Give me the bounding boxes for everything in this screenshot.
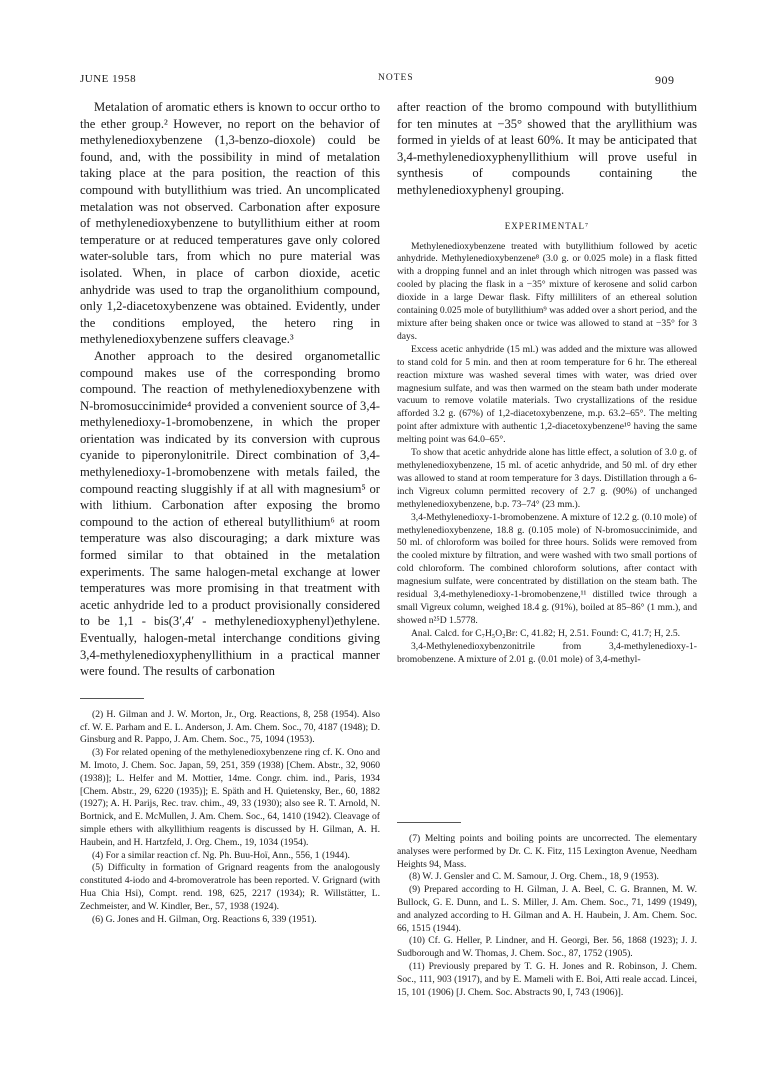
running-header-date: JUNE 1958 (80, 73, 137, 85)
footnote-rule (80, 698, 144, 699)
experimental-paragraph: Methylenedioxybenzene treated with butyllithium followed by acetic anhydride. Methylenedioxybenzene⁸ (3.0 g. or 0.025 mole) in a flask fitted with a dropping funnel and an inlet through which nitrogen was passed was cooled by placing the flask in a −35° mixture of kerosene and solid carbon dioxide in a large Dewar flask. Fifty milliliters of an ethereal solution containing 0.025 mole of butyllithium⁹ was added over a short period, and the mixture after being shaken once or twice was allowed to stand at −35° for 3 days. (397, 240, 697, 342)
footnote: (7) Melting points and boiling points are uncorrected. The elementary analyses were performed by Dr. C. K. Fitz, 115 Lexington Avenue, Needham Heights 94, Mass. (397, 833, 697, 870)
footnote: (11) Previously prepared by T. G. H. Jones and R. Robinson, J. Chem. Soc., 111, 903 (1917), and by E. Mameli with E. Boi, Atti reale accad. Lincei, 15, 101 (1906) [J. Chem. Soc. Abstracts 90, I, 743 (1906)]. (397, 960, 697, 998)
page-number: 909 (655, 73, 675, 87)
footnote: (10) Cf. G. Heller, P. Lindner, and H. Georgi, Ber. 56, 1868 (1923); J. J. Sudborough and W. Thomas, J. Chem. Soc., 87, 1752 (1905). (397, 935, 697, 960)
left-column (80, 99, 380, 926)
footnote-rule (397, 822, 461, 823)
experimental-paragraph: 3,4-Methylenedioxy-1-bromobenzene. A mixture of 12.2 g. (0.10 mole) of methylenedioxybenzene, 18.8 g. (0.105 mole) of N-bromosuccinimide, and 50 ml. of chloroform was boiled for three hours. Solids were removed from the cooled mixture by filtration, and were washed with two small portions of cold chloroform. The combined chloroform solutions, after contact with magnesium sulfate, were concentrated by distillation on the steam bath. The residual 3,4-methylenedioxy-1-bromobenzene,¹¹ distilled twice through a small Vigreux column, weighed 18.4 g. (91%), boiled at 85–86° (1 mm.), and showed n²⁵D 1.5778. (397, 511, 697, 626)
footnote: (9) Prepared according to H. Gilman, J. A. Beel, C. G. Brannen, M. W. Bullock, G. E. Dunn, and L. S. Miller, J. Am. Chem. Soc., 71, 1499 (1949), and analyzed according to H. Gilman and A. H. Haubein, J. Am. Chem. Soc. 66, 1515 (1944). (397, 884, 697, 934)
experimental-paragraph: Anal. Calcd. for C₇H₅O₂Br: C, 41.82; H, 2.51. Found: C, 41.7; H, 2.5. (411, 627, 681, 639)
right-column (397, 99, 697, 666)
experimental-paragraph: Excess acetic anhydride (15 ml.) was added and the mixture was allowed to stand cold for 5 min. and then at room temperature for 6 hr. The ethereal reaction mixture was washed several times with water, was dried over magnesium sulfate, and was then warmed on the steam bath under moderate vacuum to remove volatile materials. Two crystallizations of the residue afforded 3.2 g. (67%) of 1,2-diacetoxybenzene, m.p. 63.2–65°. The melting point after admixture with authentic 1,2-diacetoxybenzene¹⁰ having the same melting point was 64.0–65°. (397, 343, 697, 446)
body-paragraph: after reaction of the bromo compound with butyllithium for ten minutes at −35° showed that the aryllithium was formed in yields of at least 60%. It may be anticipated that 3,4-methylenedioxyphenyllithium will prove useful in synthesis of compounds containing the methylenedioxyphenyl grouping. (397, 100, 697, 197)
running-header-section: NOTES (378, 73, 414, 83)
footnote: (3) For related opening of the methylenedioxybenzene ring cf. K. Ono and M. Imoto, J. Chem. Soc. Japan, 59, 251, 359 (1938) [Chem. Abstr., 32, 9060 (1938)]; L. Helfer and M. Mottier, 14me. Congr. chim. ind., Paris, 1934 [Chem. Abstr., 29, 6220 (1935)]; E. Späth and H. Quietensky, Ber., 60, 1882 (1927); A. H. Parijs, Rec. trav. chim., 49, 33 (1930); also see R. T. Arnold, N. Bortnick, and E. McMullen, J. Am. Chem. Soc., 64, 1410 (1942). Cleavage of simple ethers with alkyllithium reagents is discussed by H. Gilman, A. H. Haubein, and H. Hartzfeld, J. Org. Chem., 19, 1034 (1954). (80, 747, 380, 848)
section-heading-experimental: EXPERIMENTAL⁷ (504, 220, 590, 231)
footnote: (2) H. Gilman and J. W. Morton, Jr., Org. Reactions, 8, 258 (1954). Also cf. W. E. Parham and E. L. Anderson, J. Am. Chem. Soc., 70, 4187 (1948); D. Ginsburg and R. Pappo, J. Am. Chem. Soc., 75, 1094 (1953). (80, 708, 380, 746)
experimental-paragraph: To show that acetic anhydride alone has little effect, a solution of 3.0 g. of methylenedioxybenzene, 15 ml. of acetic anhydride, and 50 ml. of dry ether was allowed to stand at room temperature for 3 days. Distillation through a 6-inch Vigreux column permitted recovery of 2.7 g. (90%) of unchanged methylenedioxybenzene, b.p. 73–74° (23 mm.). (397, 447, 697, 510)
body-paragraph: Another approach to the desired organometallic compound makes use of the corresponding bromo compound. The reaction of methylenedioxybenzene with N-bromosuccinimide⁴ provided a convenient source of 3,4-methylenedioxy-1-bromobenzene, in which the proper orientation was indicated by its conversion with cuprous cyanide to piperonylonitrile. Direct combination of 3,4-methylenedioxy-1-bromobenzene with metals failed, the compound reacting sluggishly if at all with magnesium⁵ or with lithium. Carbonation after exposing the bromo compound to the action of ethereal butyllithium⁶ at room temperature was also discouraging; a dark mixture was formed similar to that obtained in the metalation experiments. The same halogen-metal exchange at lower temperatures was more promising in that treatment with acetic anhydride led to a product provisionally considered to be 1,1 - bis(3′,4′ - methylenedioxyphenyl)ethylene. Eventually, halogen-metal interchange conditions giving 3,4-methylenedioxyphenyllithium in a practical manner were found. The results of carbonation (80, 348, 380, 679)
footnotes-right (397, 822, 697, 999)
footnote: (8) W. J. Gensler and C. M. Samour, J. Org. Chem., 18, 9 (1953). (409, 871, 659, 883)
footnotes-left (80, 709, 380, 927)
experimental-paragraph: 3,4-Methylenedioxybenzonitrile from 3,4-methylenedioxy-1-bromobenzene. A mixture of 2.01 g. (0.01 mole) of 3,4-methyl- (397, 640, 697, 665)
body-paragraph: Metalation of aromatic ethers is known to occur ortho to the ether group.² However, no report on the behavior of methylenedioxybenzene (1,3-benzo-dioxole) could be found, and, with the possibility in mind of metalation taking place at the para position, the reaction of this compound with butyllithium was tried. An uncomplicated metalation was not observed. Carbonation after exposure of methylenedioxybenzene to butyllithium either at room temperature or at reduced temperatures gave only colored water-soluble tars, from which no pure material was isolated. When, in place of carbon dioxide, acetic anhydride was used to trap the organolithium compound, only 1,2-diacetoxybenzene was obtained. Evidently, under the conditions employed, the hetero ring in methylenedioxybenzene suffers cleavage.³ (80, 100, 380, 347)
footnote: (4) For a similar reaction cf. Ng. Ph. Buu-Hoï, Ann., 556, 1 (1944). (92, 849, 350, 861)
footnote: (6) G. Jones and H. Gilman, Org. Reactions 6, 339 (1951). (92, 913, 317, 925)
footnote: (5) Difficulty in formation of Grignard reagents from the analogously constituted 4-iodo and 4-bromoveratrole has been reported. V. Grignard (with Hua Chia Hsi), Compt. rend. 198, 625, 2217 (1934); R. Willstätter, L. Zechmeister, and W. Kindler, Ber., 57, 1938 (1924). (80, 862, 380, 912)
